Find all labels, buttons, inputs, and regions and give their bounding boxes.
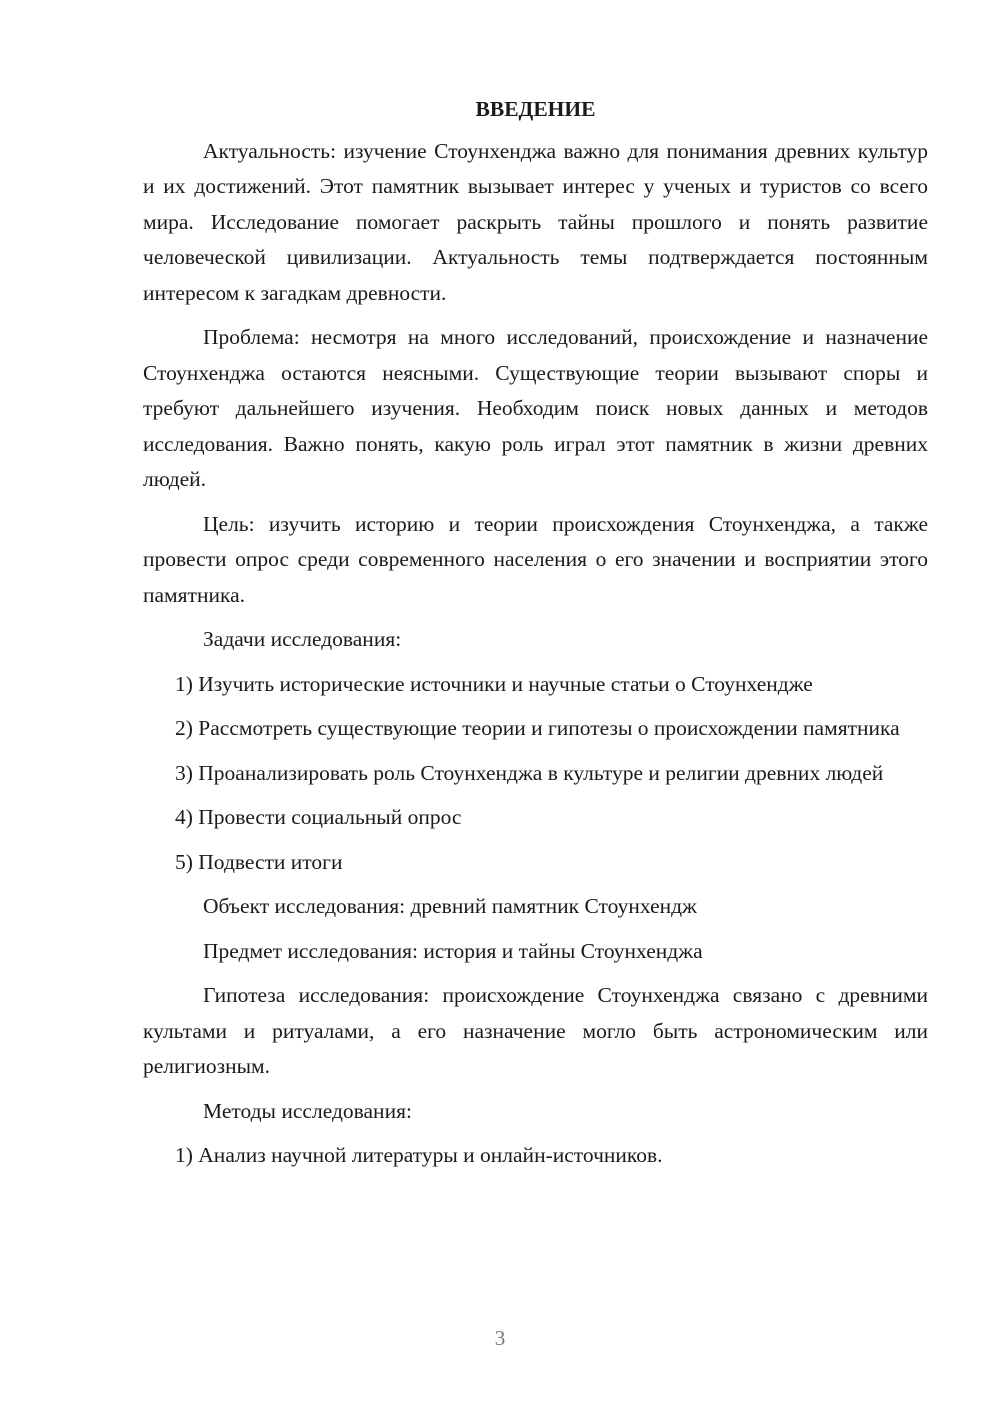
task-item-4: 4) Провести социальный опрос (175, 805, 462, 829)
task-item-3: 3) Проанализировать роль Стоунхенджа в культуре и религии древних людей (175, 760, 884, 785)
page-title: ВВЕДЕНИЕ (475, 97, 596, 121)
task-item-2: 2) Рассмотреть существующие теории и гипотезы о происхождении памятника (175, 716, 900, 740)
task-item-1: 1) Изучить исторические источники и научные статьи о Стоунхендже (175, 671, 813, 696)
relevance-paragraph: Актуальность: изучение Стоунхенджа важно для понимания древних культур и их достижений. Этот памятник вызывает интерес у ученых и туристов со всего мира. Исследование помогает раскрыть тайны прошлого и понять развитие человеческой цивилизации. Актуальность темы подтверждается постоянным интересом к загадкам древности. (143, 138, 928, 305)
tasks-heading: Задачи исследования: (203, 627, 402, 651)
page-number: 3 (494, 1326, 506, 1350)
hypothesis-paragraph: Гипотеза исследования: происхождение Стоунхенджа связано с древними культами и ритуалами, а его назначение могло быть астрономическим или религиозным. (143, 983, 928, 1078)
methods-heading: Методы исследования: (203, 1098, 412, 1123)
document-page (143, 92, 928, 1183)
goal-paragraph: Цель: изучить историю и теории происхождения Стоунхенджа, а также провести опрос среди современного населения о его значении и восприятии этого памятника. (143, 511, 928, 607)
method-item-1: 1) Анализ научной литературы и онлайн-источников. (175, 1143, 663, 1167)
subject-paragraph: Предмет исследования: история и тайны Стоунхенджа (203, 938, 703, 963)
task-item-5: 5) Подвести итоги (175, 849, 343, 874)
problem-paragraph: Проблема: несмотря на много исследований, происхождение и назначение Стоунхенджа остаются неясными. Существующие теории вызывают споры и требуют дальнейшего изучения. Необходим поиск новых данных и методов исследования. Важно понять, какую роль играл этот памятник в жизни древних людей. (143, 325, 928, 491)
object-paragraph: Объект исследования: древний памятник Стоунхендж (203, 894, 697, 918)
